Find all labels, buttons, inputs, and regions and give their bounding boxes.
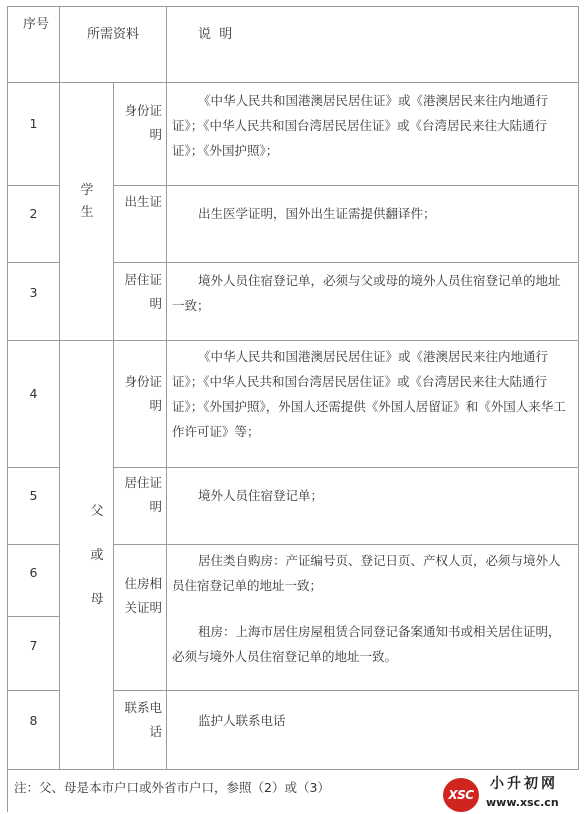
- material-label: 联系电话: [124, 700, 162, 739]
- material-label: 出生证: [124, 194, 162, 209]
- requirement-description: 境外人员住宿登记单，必须与父或母的境外人员住宿登记单的地址一致；: [172, 273, 561, 313]
- requirement-description: 居住类自购房：产证编号页、登记日页、产权人页，必须与境外人员住宿登记单的地址一致；: [172, 553, 561, 593]
- row-number: 6: [29, 565, 38, 580]
- requirement-description: 《中华人民共和国港澳居民居住证》或《港澳居民来往内地通行证》；《中华人民共和国台湾居民居住证》或《台湾居民来往大陆通行证》；《外国护照》；: [172, 93, 549, 158]
- hline-top: [7, 6, 579, 7]
- hline-row8-bottom: [7, 769, 579, 770]
- material-label: 居住证明: [124, 475, 162, 514]
- hline-header-bottom: [7, 82, 579, 83]
- material-label: 居住证明: [124, 272, 162, 311]
- hline-row7-bottom: [7, 690, 59, 691]
- hline-row6-bottom: [7, 616, 59, 617]
- vline-material: [166, 6, 167, 770]
- hline-row4-bottom-right: [113, 467, 579, 468]
- watermark-url: www.xsc.cn: [486, 796, 559, 809]
- hline-row2-bottom-right: [113, 262, 579, 263]
- vline-group: [113, 82, 114, 770]
- requirement-description: 监护人联系电话: [198, 713, 286, 728]
- requirement-description: 《中华人民共和国港澳居民居住证》或《港澳居民来往内地通行证》；《中华人民共和国台湾居民居住证》或《台湾居民来往大陆通行证》；《外国护照》，外国人还需提供《外国人居留证》和《外国人来华工作许可证》等；: [172, 349, 566, 439]
- group-parent: 父或母: [90, 504, 104, 607]
- hline-row4-bottom: [7, 467, 59, 468]
- hline-row1-bottom: [7, 185, 59, 186]
- row-number: 5: [29, 488, 38, 503]
- hline-row5-bottom-right: [113, 544, 579, 545]
- watermark-title: 小升初网: [490, 776, 558, 792]
- material-label: 身份证明: [124, 374, 162, 413]
- hline-row5-bottom: [7, 544, 59, 545]
- group-student: 学生: [80, 183, 94, 220]
- hline-row1-bottom-right: [113, 185, 579, 186]
- hline-row7-bottom-right: [113, 690, 579, 691]
- xsc-logo: XSC: [443, 778, 479, 812]
- row-number: 2: [29, 206, 38, 221]
- header-materials: 所需资料: [86, 27, 139, 42]
- footnote: 注：父、母是本市户口或外省市户口，参照（2）或（3）: [14, 780, 330, 795]
- hline-row2-bottom: [7, 262, 59, 263]
- hline-row3-bottom: [7, 340, 579, 341]
- material-label: 身份证明: [124, 103, 162, 142]
- vline-right: [578, 6, 579, 770]
- requirement-description: 境外人员住宿登记单；: [198, 488, 324, 503]
- row-number: 7: [29, 638, 38, 653]
- material-label: 住房相关证明: [124, 576, 162, 615]
- row-number: 8: [29, 713, 38, 728]
- header-seq: 序号: [22, 17, 49, 32]
- header-description: 说 明: [198, 27, 233, 42]
- vline-seq: [59, 6, 60, 770]
- row-number: 4: [29, 386, 38, 401]
- requirement-description: 出生医学证明，国外出生证需提供翻译件；: [198, 206, 436, 221]
- row-number: 3: [29, 285, 38, 300]
- requirement-description: 租房：上海市居住房屋租赁合同登记备案通知书或相关居住证明，必须与境外人员住宿登记单的地址一致。: [172, 624, 561, 664]
- row-number: 1: [29, 116, 38, 131]
